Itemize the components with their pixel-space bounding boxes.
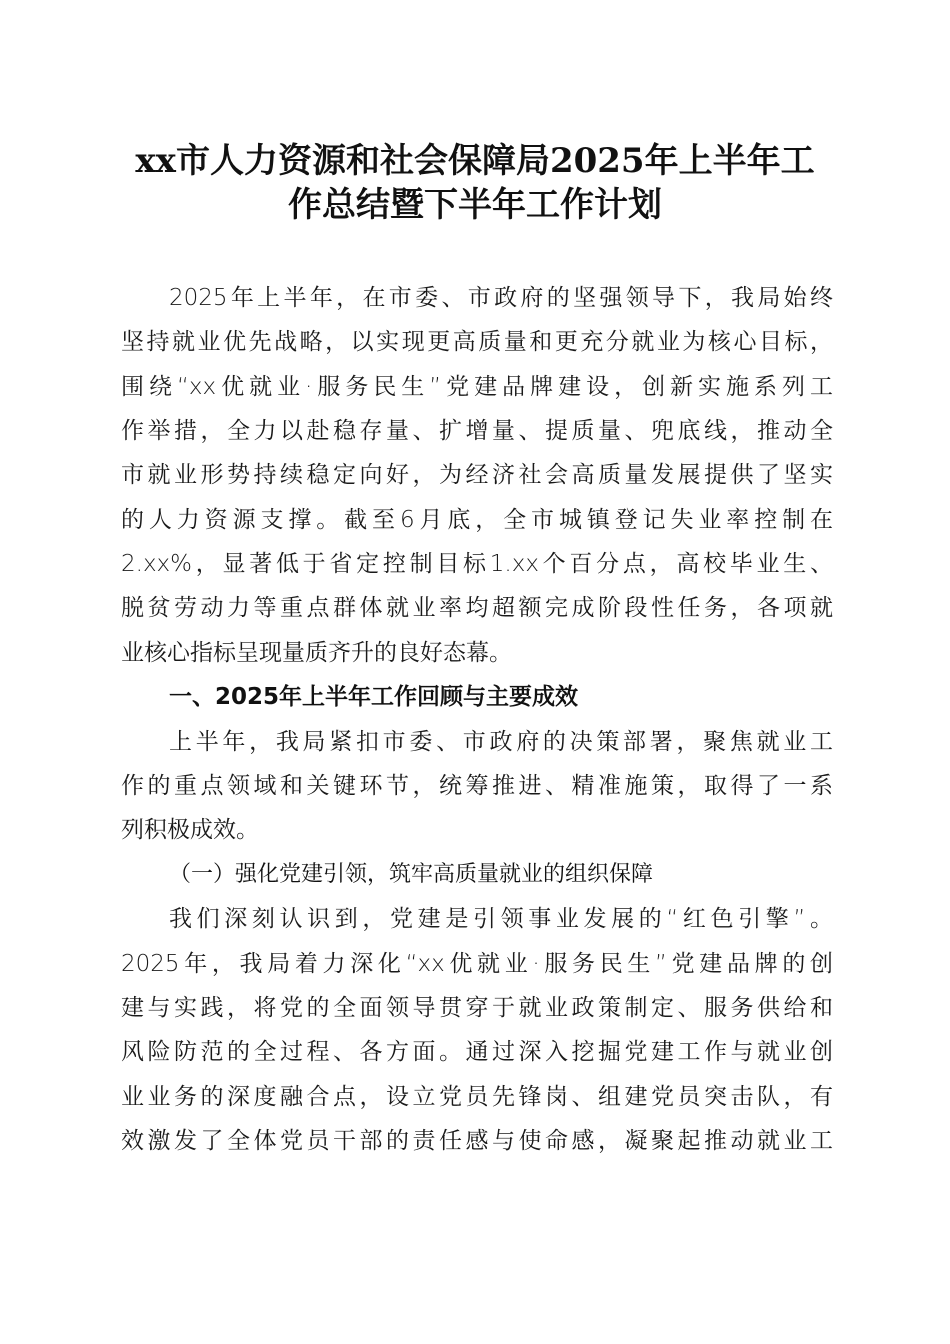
paragraph-line: 我们深刻认识到，党建是引领事业发展的“红色引擎”。 <box>169 906 833 932</box>
paragraph-line: 业业务的深度融合点，设立党员先锋岗、组建党员突击队，有 <box>121 1084 833 1110</box>
document-title-line-2: 作总结暨下半年工作计划 <box>288 185 662 225</box>
paragraph-line: 2025年，我局着力深化“xx优就业·服务民生”党建品牌的创 <box>121 951 833 977</box>
paragraph-line: 围绕“xx优就业·服务民生”党建品牌建设，创新实施系列工 <box>121 374 833 400</box>
paragraph-line: 作举措，全力以赴稳存量、扩增量、提质量、兜底线，推动全 <box>121 418 833 444</box>
document-title-line-1: xx市人力资源和社会保障局2025年上半年工 <box>135 141 815 181</box>
paragraph-line: 列积极成效。 <box>121 817 259 843</box>
paragraph-line: 脱贫劳动力等重点群体就业率均超额完成阶段性任务，各项就 <box>121 595 833 621</box>
subsection-heading-1: （一）强化党建引领，筑牢高质量就业的组织保障 <box>169 862 654 887</box>
paragraph-line: 市就业形势持续稳定向好，为经济社会高质量发展提供了坚实 <box>121 462 833 488</box>
paragraph-line: 业核心指标呈现量质齐升的良好态幕。 <box>121 640 512 666</box>
paragraph-line: 2025年上半年，在市委、市政府的坚强领导下，我局始终 <box>169 285 833 311</box>
paragraph-line: 作的重点领域和关键环节，统筹推进、精准施策，取得了一系 <box>121 773 833 799</box>
paragraph-line: 的人力资源支撑。截至6月底，全市城镇登记失业率控制在 <box>121 507 833 533</box>
paragraph-line: 坚持就业优先战略，以实现更高质量和更充分就业为核心目标， <box>121 329 833 355</box>
paragraph-line: 2.xx%，显著低于省定控制目标1.xx个百分点，高校毕业生、 <box>121 551 833 577</box>
paragraph-line: 效激发了全体党员干部的责任感与使命感，凝聚起推动就业工 <box>121 1128 833 1154</box>
paragraph-line: 上半年，我局紧扣市委、市政府的决策部署，聚焦就业工 <box>169 729 833 755</box>
paragraph-line: 风险防范的全过程、各方面。通过深入挖掘党建工作与就业创 <box>121 1039 833 1065</box>
section-heading-1: 一、2025年上半年工作回顾与主要成效 <box>169 684 579 710</box>
paragraph-line: 建与实践，将党的全面领导贯穿于就业政策制定、服务供给和 <box>121 995 833 1021</box>
